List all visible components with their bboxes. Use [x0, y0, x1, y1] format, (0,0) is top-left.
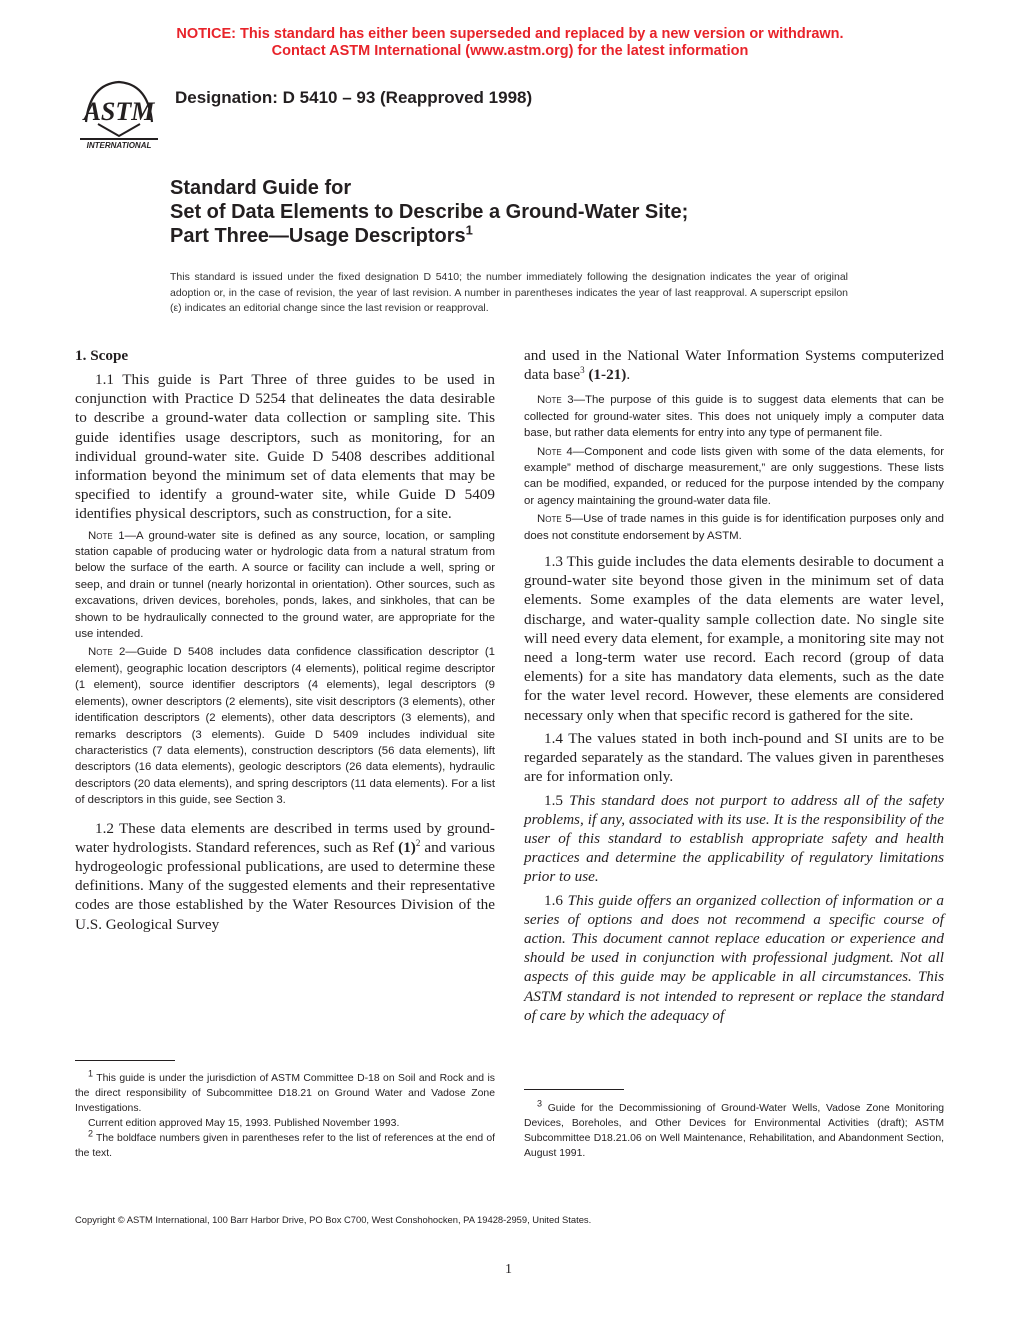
paragraph-1-2-continued: and used in the National Water Information Systems computerized data base$^3$ (1-21). [524, 347, 944, 384]
logo-text: ASTM [83, 97, 155, 126]
paragraph-1-3: 1.3 This guide includes the data elements desirable to document a ground-water site beyond those given in the minimum set of data elements. Some examples of the data elements are water level, discharge, and water-quality sample collection date. No single site will need every data element, for example, a monitoring site may not need a long-term water use record. Each record (group of data elements) for a site has mandatory data elements, such as the date for the water level record. However, these elements are considered necessary only when that specific record is gathered for the site. [524, 553, 944, 724]
reference-range-link[interactable]: (1-21) [588, 366, 627, 384]
title-line-2: Set of Data Elements to Describe a Ground-Water Site; [170, 201, 689, 223]
astm-logo [78, 78, 160, 150]
paragraph-1-5: 1.5 This standard does not purport to address all of the safety problems, if any, associated with its use. It is the responsibility of the user of this standard to establish appropriate safety and health practices and determine the applicability of regulatory limitations prior to use. [524, 791, 945, 886]
document-title [170, 176, 688, 248]
note-2: Note 2—Guide D 5408 includes data confidence classification descriptor (1 element), geographic location descriptors (4 elements), political regime descriptor (1 element), source identifier descriptors (4 elements), legal descriptors (9 elements), owner descriptors (2 elements), site visit descriptors (3 elements), other identification descriptors (2 elements), other data descriptors (3 elements), and remarks descriptors (3 elements). Guide D 5409 includes individual site characteristics (7 data elements), construction descriptors (56 data elements), lift descriptors (16 data elements), geologic descriptors (26 data elements), hydraulic descriptors (20 data elements), and spring descriptors (11 data elements). For a list of descriptors in this guide, see Section 3. [75, 646, 495, 807]
footnote-1-edition: Current edition approved May 15, 1993. Published November 1993. [88, 1118, 400, 1129]
title-footnote-mark: 1 [465, 222, 473, 238]
footnote-2: $^2$ The boldface numbers given in parentheses refer to the list of references at the end of the text. [75, 1128, 496, 1159]
notice-line-2: Contact ASTM International (www.astm.org) for the latest information [271, 43, 749, 59]
reference-link[interactable]: (1) [398, 838, 416, 856]
title-line-3: Part Three—Usage Descriptors$^1$ [170, 222, 473, 247]
footnote-divider-left [75, 1060, 175, 1061]
title-line-1: Standard Guide for [170, 177, 352, 199]
logo-subtext: INTERNATIONAL [86, 141, 152, 150]
page-number: 1 [505, 1262, 512, 1277]
paragraph-1-4: 1.4 The values stated in both inch-pound and SI units are to be regarded separately as the standard. The values given in parentheses are for information only. [524, 729, 944, 786]
footnote-3: $^3$ Guide for the Decommissioning of Ground-Water Wells, Vadose Zone Monitoring Devices, Boreholes, and Other Devices for Environmental Activities (draft); ASTM Subcommittee D18.21.06 on Well Maintenance, Rehabilitation, and Abandonment Section, August 1991. [524, 1098, 944, 1159]
copyright-notice: Copyright © ASTM International, 100 Barr Harbor Drive, PO Box C700, West Conshohocken, PA 19428-2959, United States. [75, 1214, 592, 1225]
issuance-statement: This standard is issued under the fixed designation D 5410; the number immediately following the designation indicates the year of original adoption or, in the case of revision, the year of last revision. A number in parentheses indicates the year of last reapproval. A superscript epsilon (ε) indicates an editorial change since the last revision or reapproval. [170, 271, 848, 314]
paragraph-1-2: 1.2 These data elements are described in terms used by ground-water hydrologists. Standard references, such as Ref $(1)^2$ and various hydrogeologic professional publications, are used to determine these definitions. Many of the suggested elements and their representative codes are those established by the Water Resources Division of the U.S. Geological Survey [75, 819, 495, 933]
note-5: Note 5—Use of trade names in this guide is for identification purposes only and does not constitute endorsement by ASTM. [524, 513, 944, 542]
designation: Designation: D 5410 – 93 (Reapproved 1998) [175, 88, 533, 107]
supersession-notice [0, 26, 1020, 60]
footnotes-right [524, 1098, 944, 1161]
footnotes-left [75, 1068, 496, 1161]
paragraph-1-1: 1.1 This guide is Part Three of three guides to be used in conjunction with Practice D 5254 that delineates the data desirable to describe a ground-water data collection or sampling site. This guide identifies usage descriptors, such as monitoring, for an individual ground-water site. Guide D 5408 describes additional information beyond the minimum set of data elements that may be specified to identify a ground-water site, while Guide D 5409 identifies physical descriptors, such as construction, for a site. [75, 371, 495, 523]
paragraph-1-6: 1.6 This guide offers an organized collection of information or a series of options and does not recommend a specific course of action. This document cannot replace education or experience and should be used in conjunction with professional judgment. Not all aspects of this guide may be applicable in all circumstances. This ASTM standard is not intended to represent or replace the standard of care by which the adequacy of [524, 891, 945, 1024]
section-heading-scope: 1. Scope [75, 347, 129, 364]
note-4: Note 4—Component and code lists given with some of the data elements, for example” method of discharge measurement,” are only suggestions. These lists can be modified, expanded, or reduced for the purpose intended by the company or agency maintaining the ground-water data file. [524, 445, 944, 507]
notice-line-1: NOTICE: This standard has either been superseded and replaced by a new version or withdrawn. [176, 26, 844, 42]
footnote-divider-right [524, 1089, 624, 1090]
note-1: Note 1—A ground-water site is defined as any source, location, or sampling station capable of producing water or hydrologic data from a natural stratum from below the surface of the earth. A source or facility can include a well, spring or seep, and drain or tunnel (nearly horizontal in orientation). Other sources, such as excavations, driven devices, boreholes, ponds, lakes, and sinkholes, that can be shown to be hydraulically connected to the ground water, are appropriate for the use intended. [75, 529, 495, 641]
left-column [75, 346, 495, 938]
note-3: Note 3—The purpose of this guide is to suggest data elements that can be collected for ground-water sites. This does not uniquely imply a computer data base, but rather data elements for entry into any type of permanent file. [524, 394, 945, 440]
footnote-1: $^1$ This guide is under the jurisdiction of ASTM Committee D-18 on Soil and Rock and is the direct responsibility of Subcommittee D18.21 on Ground Water and Vadose Zone Investigations. [75, 1068, 495, 1114]
right-column [524, 346, 944, 1029]
